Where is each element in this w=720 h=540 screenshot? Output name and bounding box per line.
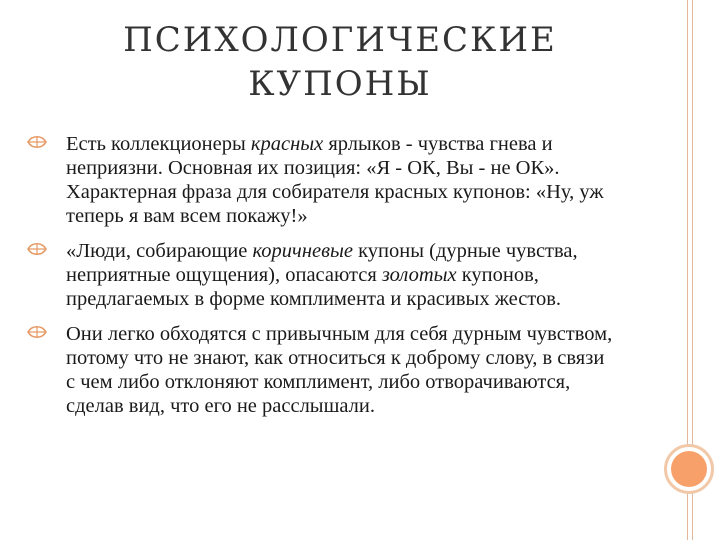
leaf-bullet-icon <box>26 134 48 150</box>
bullet-3-text: Они легко обходятся с привычным для себя дурным чувством, потому что не знают, как относиться к доброму слову, в связи с чем либо отклоняют комплимент, либо отворачиваются, сделав вид, что его не расслышали. <box>66 323 613 417</box>
decorative-circle-icon <box>671 451 707 487</box>
leaf-bullet-icon <box>26 324 48 340</box>
slide-title <box>80 18 600 106</box>
title-line-2: КУПОНЫ <box>248 64 432 104</box>
bullet-1-text-a: Есть коллекционеры <box>66 133 251 155</box>
bullet-list <box>26 132 616 429</box>
bullet-2-text-a: «Люди, собирающие <box>66 240 253 262</box>
bullet-2-italic-b: золотых <box>381 264 457 286</box>
bullet-item-3 <box>26 322 616 418</box>
bullet-1-text-b: ярлыков - чувства гнева и неприязни. Основная их позиция: «Я - ОК, Вы - не ОК». Характерная фраза для собирателя красных купонов: «Ну, уж теперь я вам всем покажу!» <box>66 133 604 227</box>
bullet-2-text-c: купонов, предлагаемых в форме комплимента и красивых жестов. <box>66 264 562 310</box>
leaf-bullet-icon <box>26 241 48 257</box>
bullet-item-2 <box>26 239 616 311</box>
bullet-2-text-b: купоны (дурные чувства, неприятные ощущения), опасаются <box>66 240 578 286</box>
bullet-2-italic-a: коричневые <box>252 240 353 262</box>
bullet-item-1 <box>26 132 616 228</box>
title-line-1: ПСИХОЛОГИЧЕСКИЕ <box>123 20 557 60</box>
bullet-1-italic: красных <box>250 133 324 155</box>
